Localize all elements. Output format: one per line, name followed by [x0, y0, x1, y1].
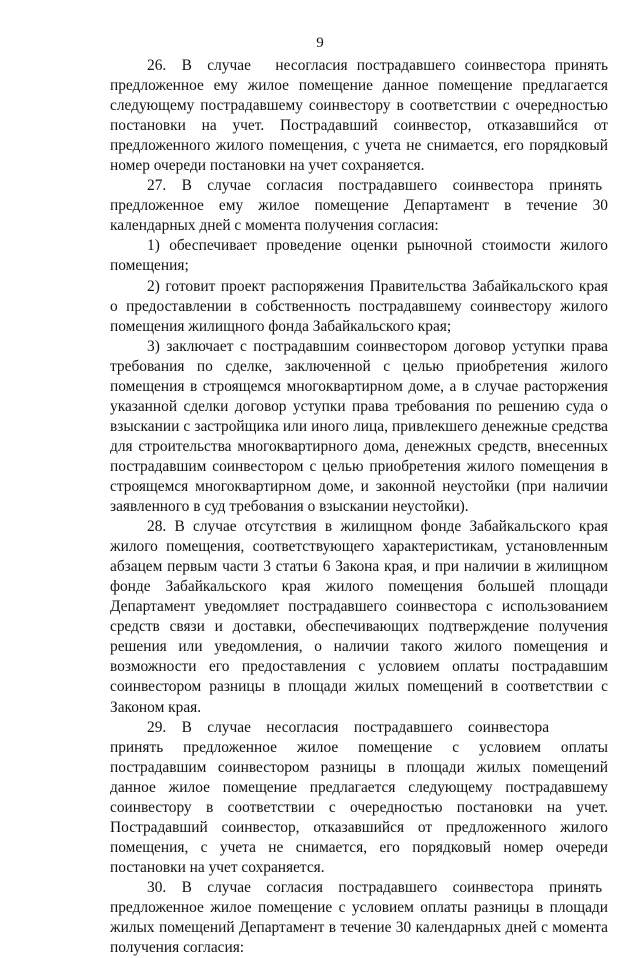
list-item-2-draft-order: 2) готовит проект распоряжения Правительства Забайкальского края о предоставлении в собственность пострадавшему соинвестору жилого помещения жилищного фонда Забайкальского края;: [110, 277, 608, 335]
document-body: [110, 56, 608, 958]
page-number: 9: [316, 35, 324, 51]
paragraph-27: 27. В случае согласия пострадавшего соинвестора принять предложенное ему жилое помещение Департамент в течение 30 календарных дней с момента получения согласия:: [110, 177, 608, 235]
paragraph-29: 29. В случае несогласия пострадавшего соинвестора принять предложенное жилое помещение с условием оплаты пострадавшим соинвестором разницы в площади жилых помещений данное жилое помещение предлагается следующему пострадавшему соинвестору в соответствии с очередностью постановки на учет. Пострадавший соинвестор, отказавшийся от предложенного жилого помещения, с учета не снимается, его порядковый номер очереди постановки на учет сохраняется.: [110, 718, 608, 876]
list-item-3-assignment-agreement: 3) заключает с пострадавшим соинвестором договор уступки права требования по сделке, заключенной с целью приобретения жилого помещения в строящемся многоквартирном доме, а в случае расторжения указанной сделки договор уступки права требования по решению суда о взыскании с застройщика или иного лица, привлекшего денежные средства для строительства многоквартирного дома, денежных средств, внесенных пострадавшим соинвестором с целью приобретения жилого помещения в строящемся многоквартирном доме, и законной неустойки (при наличии заявленного в суд требования о взыскании неустойки).: [110, 337, 608, 516]
list-item-1-market-valuation: 1) обеспечивает проведение оценки рыночной стоимости жилого помещения;: [110, 237, 608, 275]
paragraph-28: 28. В случае отсутствия в жилищном фонде Забайкальского края жилого помещения, соответствующего характеристикам, установленным абзацем первым части 3 статьи 6 Закона края, и при наличии в жилищном фонде Забайкальского края жилого помещения большей площади Департамент уведомляет пострадавшего соинвестора с использованием средств связи и доставки, обеспечивающих подтверждение получения решения или уведомления, о наличии такого жилого помещения и возможности его предоставления с условием оплаты пострадавшим соинвестором разницы в площади жилых помещений в соответствии с Законом края.: [110, 518, 608, 716]
paragraph-30: 30. В случае согласия пострадавшего соинвестора принять предложенное жилое помещение с условием оплаты разницы в площади жилых помещений Департамент в течение 30 календарных дней с момента получения согласия:: [110, 878, 608, 957]
paragraph-26: 26. В случае несогласия пострадавшего соинвестора принять предложенное ему жилое помещение данное помещение предлагается следующему пострадавшему соинвестору в соответствии с очередностью постановки на учет. Пострадавший соинвестор, отказавшийся от предложенного жилого помещения, с учета не снимается, его порядковый номер очереди постановки на учет сохраняется.: [110, 57, 608, 175]
